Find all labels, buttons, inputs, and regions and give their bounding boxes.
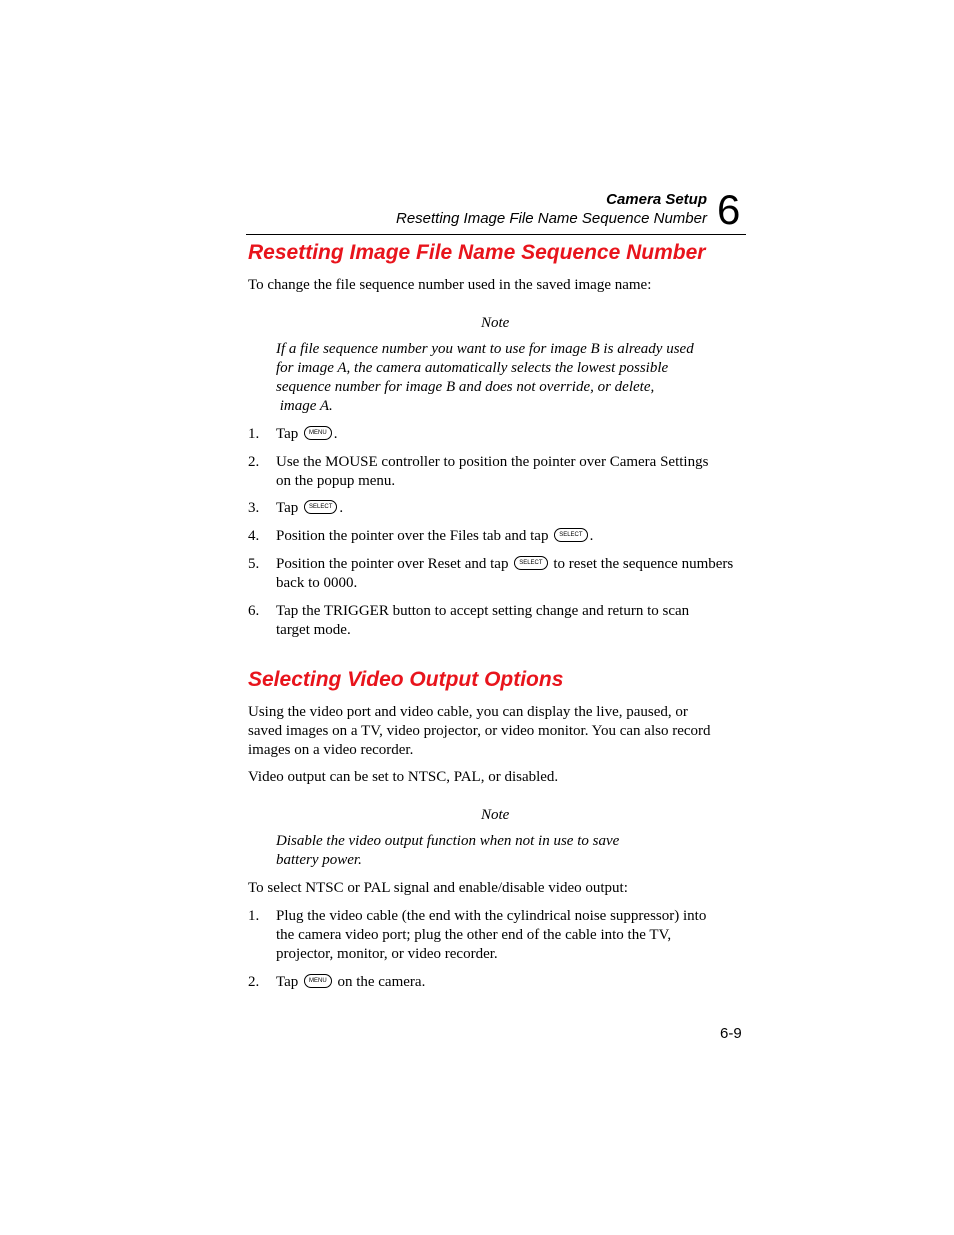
section-heading-video: Selecting Video Output Options	[248, 668, 564, 691]
section2-intro: To select NTSC or PAL signal and enable/disable video output:	[248, 880, 628, 896]
step-number: 5.	[248, 556, 260, 572]
chapter-number: 6	[717, 186, 741, 233]
step-number: 2.	[248, 974, 260, 990]
step-number: 1.	[248, 426, 260, 442]
select-key-icon: SELECT	[554, 528, 587, 542]
menu-key-icon: MENU	[304, 426, 332, 440]
list-item: Tap MENU on the camera.	[276, 974, 426, 990]
note-text	[276, 832, 736, 870]
list-item: Use the MOUSE controller to position the pointer over Camera Settings on the popup menu.	[276, 454, 709, 489]
running-header-section: Resetting Image File Name Sequence Number	[396, 210, 707, 227]
section-heading-reset: Resetting Image File Name Sequence Number	[248, 241, 706, 264]
note-line: sequence number for image B and does not override, or delete,	[276, 379, 655, 395]
header-rule	[246, 234, 746, 235]
list-item: Position the pointer over the Files tab and tap SELECT .	[276, 528, 594, 544]
note-line: If a file sequence number you want to use for image B is already used	[276, 341, 694, 357]
page-number: 6-9	[720, 1025, 742, 1042]
step-number: 6.	[248, 603, 260, 619]
list-item: Position the pointer over Reset and tap SELECT to reset the sequence numbers back to 0000.	[276, 556, 734, 591]
note-line: battery power.	[276, 852, 362, 868]
list-item: Plug the video cable (the end with the cylindrical noise suppressor) into the camera video port; plug the other end of the cable into the TV, projector, monitor, or video recorder.	[276, 908, 707, 962]
menu-key-icon: MENU	[304, 974, 332, 988]
step-number: 4.	[248, 528, 260, 544]
running-header-chapter: Camera Setup	[606, 191, 707, 208]
step-number: 1.	[248, 908, 260, 924]
list-item: Tap SELECT .	[276, 500, 344, 516]
select-key-icon: SELECT	[304, 500, 337, 514]
note-line: image A.	[276, 398, 333, 414]
note-label: Note	[481, 315, 510, 331]
note-text	[276, 340, 736, 416]
section1-intro: To change the file sequence number used in the saved image name:	[248, 277, 652, 293]
section2-para2: Video output can be set to NTSC, PAL, or disabled.	[248, 769, 559, 785]
step-number: 2.	[248, 454, 260, 470]
section2-para1: Using the video port and video cable, you can display the live, paused, or saved images on a TV, video projector, or video monitor. You can also record images on a video recorder.	[248, 704, 711, 758]
note-label: Note	[481, 807, 510, 823]
list-item: Tap the TRIGGER button to accept setting change and return to scan target mode.	[276, 603, 690, 638]
select-key-icon: SELECT	[514, 556, 547, 570]
step-number: 3.	[248, 500, 260, 516]
note-line: Disable the video output function when not in use to save	[276, 833, 620, 849]
list-item: Tap MENU .	[276, 426, 338, 442]
note-line: for image A, the camera automatically selects the lowest possible	[276, 360, 669, 376]
